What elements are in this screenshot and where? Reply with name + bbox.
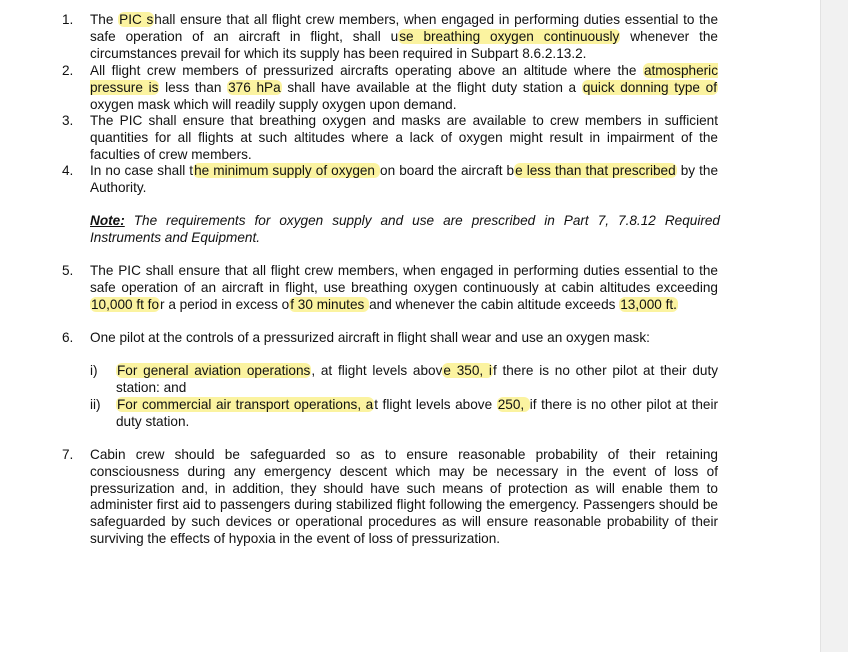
- highlight: quick donning type of: [582, 79, 718, 95]
- highlight: se breathing oxygen continuously: [399, 28, 620, 44]
- item-number: 2.: [62, 63, 74, 78]
- highlight: For commercial air transport operations, a: [117, 397, 374, 412]
- item-text: In no case shall the minimum supply of oxygen on board the aircraft be less than that prescribed by the Authority.: [90, 163, 719, 195]
- highlight: 10,000 ft fo: [91, 296, 160, 312]
- item-number: 7.: [62, 447, 74, 462]
- highlight: atmospheric pressure is: [90, 63, 718, 95]
- highlight: For general aviation operations: [117, 363, 311, 378]
- item-number: 5.: [62, 263, 74, 278]
- sub-item-numeral: ii): [90, 397, 101, 412]
- item-text: The PIC shall ensure that breathing oxygen and masks are available to crew members in sufficient quantities for all flights at such altitudes where a lack of oxygen might result in impairment of the faculties of crew members.: [90, 113, 718, 162]
- item-text: The PIC shall ensure that all flight crew members, when engaged in performing duties essential to the safe operation of an aircraft in flight, shall use breathing oxygen continuously whenever the circumstances prevail for which its supply has been required in Subpart 8.6.2.13.2.: [90, 12, 718, 61]
- note-text: The requirements for oxygen supply and use are prescribed in Part 7, 7.8.12 Required Instruments and Equipment.: [90, 213, 720, 245]
- highlight: e less than that prescribed: [515, 163, 676, 178]
- highlight: f 30 minutes: [290, 296, 369, 312]
- sub-item-text: For commercial air transport operations, at flight levels above 250, if there is no other pilot at their duty station.: [116, 397, 719, 429]
- item-number: 3.: [62, 113, 74, 128]
- vertical-scrollbar[interactable]: [820, 0, 848, 652]
- highlight: 376 hPa: [228, 79, 281, 95]
- highlight: 13,000 ft.: [620, 296, 677, 312]
- item-number: 6.: [62, 330, 74, 345]
- highlight: 250,: [497, 397, 529, 412]
- highlight: e 350, i: [443, 363, 492, 378]
- note-label: Note:: [90, 213, 125, 228]
- sub-item-text: For general aviation operations, at flight levels above 350, if there is no other pilot at their duty station: and: [116, 363, 719, 395]
- item-text: The PIC shall ensure that all flight crew members, when engaged in performing duties essential to the safe operation of an aircraft in flight, use breathing oxygen continuously at cabin altitudes exceeding 10,000 ft for a period in excess of 30 minutes and whenever the cabin altitude exceeds 13,000 ft.: [90, 263, 718, 312]
- item-text: All flight crew members of pressurized aircrafts operating above an altitude where the atmospheric pressure is less than 376 hPa shall have available at the flight duty station a quick donning type of oxygen mask which will readily supply oxygen upon demand.: [90, 63, 718, 112]
- highlight: PIC s: [119, 12, 154, 27]
- highlight: he minimum supply of oxygen: [194, 163, 380, 178]
- item-number: 1.: [62, 12, 74, 27]
- sub-item-numeral: i): [90, 363, 98, 378]
- item-text: Cabin crew should be safeguarded so as to ensure reasonable probability of their retaining consciousness during any emergency descent which may be necessary in the event of loss of pressurization and, in addition, they should have such means of protection as will enable them to administer first aid to passengers during stabilized flight following the emergency. Passengers should be safeguarded by such devices or operational procedures as will ensure reasonable probability of their surviving the effects of hypoxia in the event of loss of pressurization.: [90, 447, 718, 546]
- item-number: 4.: [62, 163, 74, 178]
- note: [90, 213, 720, 247]
- item-text: One pilot at the controls of a pressurized aircraft in flight shall wear and use an oxygen mask:: [90, 330, 650, 345]
